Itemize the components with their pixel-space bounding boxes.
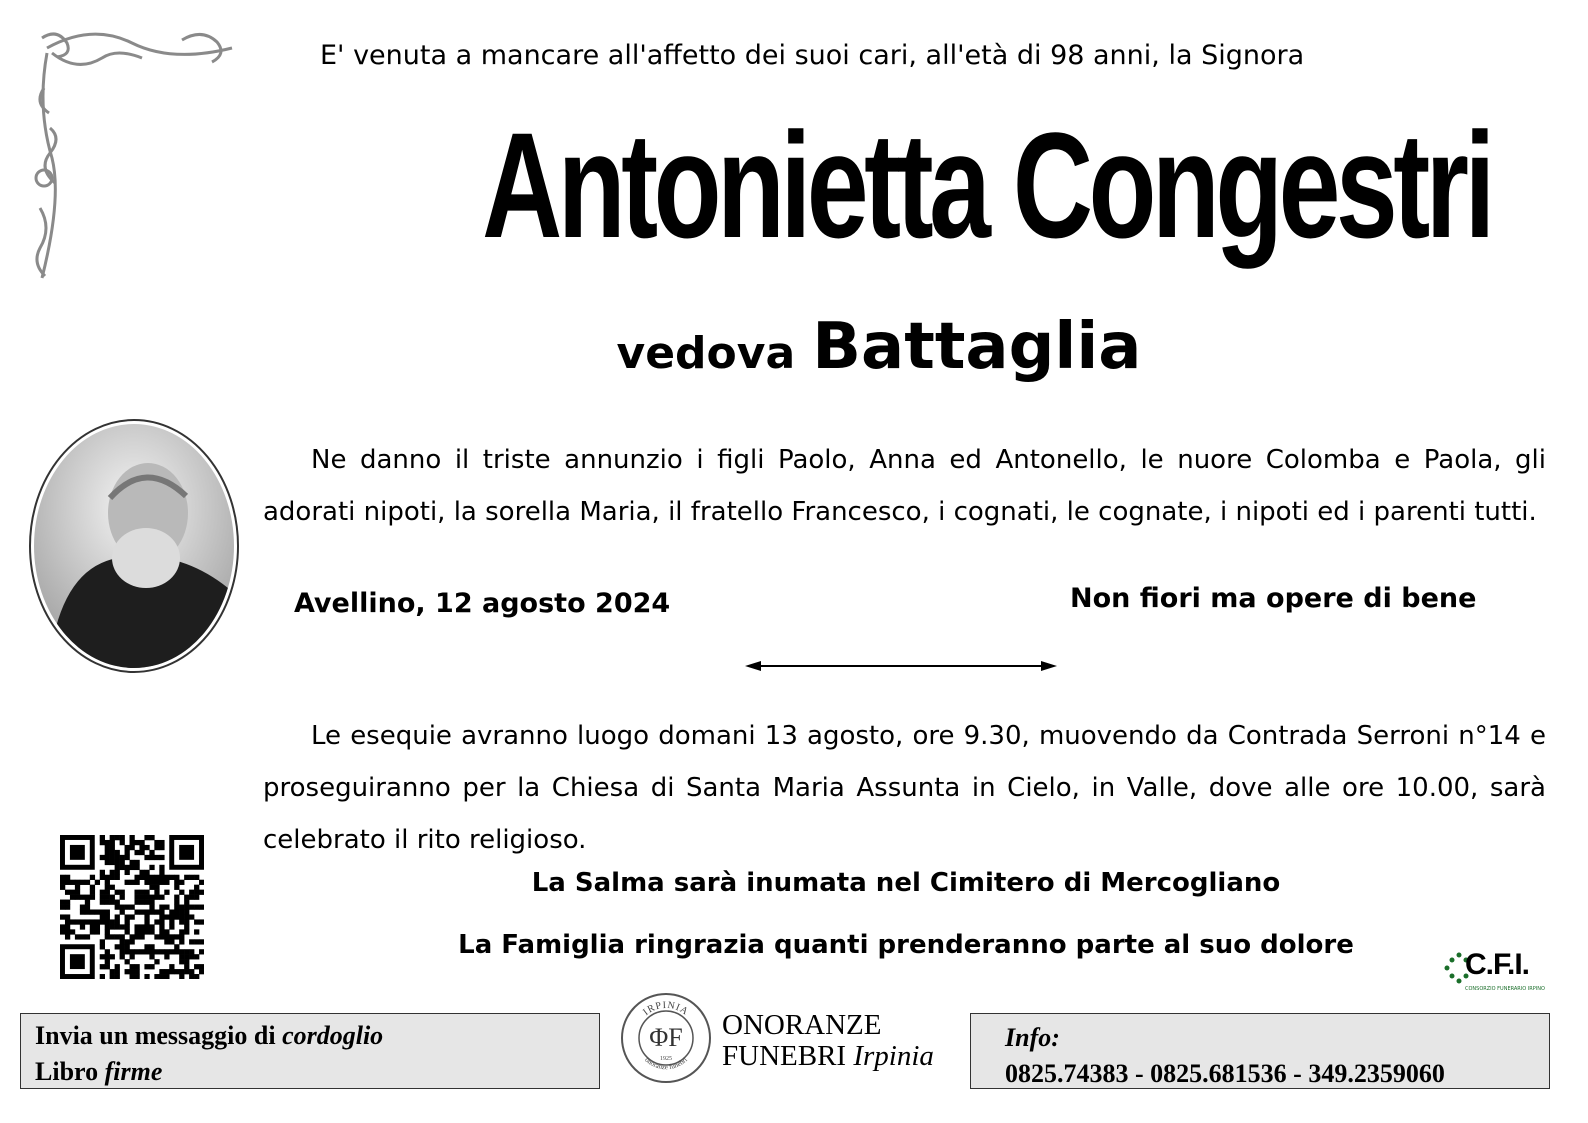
- announcement-body: Ne danno il triste annunzio i figli Paolo, Anna ed Antonello, le nuore Colomba e Paola, gli adorati nipoti, la sorella Maria, il fratello Francesco, i cognati, le cognate, i nipoti ed i parenti tutti.: [263, 445, 1546, 527]
- condolence-link[interactable]: [35, 1018, 585, 1054]
- cfi-subtitle: CONSORZIO FUNERARIO IRPINO: [1465, 986, 1545, 992]
- widow-line: [0, 310, 1588, 384]
- seal-bottom-text: onoranze funebri: [643, 1055, 689, 1072]
- thanks-text: La Famiglia ringrazia quanti prenderanno parte al suo dolore: [458, 930, 1354, 960]
- brand-line-2-italic: Irpinia: [853, 1040, 934, 1072]
- guestbook-italic: firme: [104, 1057, 163, 1086]
- svg-text:ΦF: ΦF: [649, 1023, 683, 1052]
- brand-line-2-prefix: FUNEBRI: [722, 1040, 847, 1072]
- funeral-home-seal-icon: [618, 990, 714, 1086]
- burial-text: La Salma sarà inumata nel Cimitero di Mercogliano: [531, 868, 1281, 898]
- brand-line-1: ONORANZE: [722, 1009, 882, 1041]
- portrait-photo: [28, 418, 240, 673]
- place-date: Avellino, 12 agosto 2024: [294, 588, 671, 619]
- cfi-logo-text: C.F.I.: [1465, 948, 1530, 981]
- condolence-box[interactable]: [20, 1013, 600, 1089]
- double-arrow-divider: [745, 658, 1057, 674]
- qr-code[interactable]: [60, 835, 204, 979]
- condolence-prefix: Invia un messaggio di: [35, 1021, 276, 1050]
- brand-line-2: [722, 1041, 934, 1072]
- seal-top-text: IRPINIA: [641, 999, 691, 1018]
- funeral-home-name: [722, 1010, 934, 1072]
- widow-surname: Battaglia: [812, 310, 1142, 384]
- info-label: Info:: [1005, 1023, 1060, 1052]
- funeral-body: Le esequie avranno luogo domani 13 agosto, ore 9.30, muovendo da Contrada Serroni n°14 e proseguiranno per la Chiesa di Santa Maria Assunta in Cielo, in Valle, dove alle ore 10.00, sarà celebrato il rito religioso.: [263, 721, 1546, 855]
- guestbook-link[interactable]: [35, 1054, 585, 1090]
- announcement-text: [263, 434, 1546, 538]
- deceased-name: Antonietta Congestri: [482, 101, 1491, 269]
- phone-numbers[interactable]: 0825.74383 - 0825.681536 - 349.2359060: [1005, 1059, 1445, 1088]
- condolence-italic: cordoglio: [282, 1021, 384, 1050]
- info-box: [970, 1013, 1550, 1089]
- corner-ornament-icon: [32, 28, 242, 283]
- widow-prefix: vedova: [616, 328, 796, 379]
- funeral-text: [263, 710, 1546, 866]
- intro-text: E' venuta a mancare all'affetto dei suoi cari, all'età di 98 anni, la Signora: [320, 40, 1305, 71]
- seal-year: 1925: [660, 1056, 672, 1062]
- flowers-note: Non fiori ma opere di bene: [1070, 583, 1477, 614]
- guestbook-prefix: Libro: [35, 1057, 99, 1086]
